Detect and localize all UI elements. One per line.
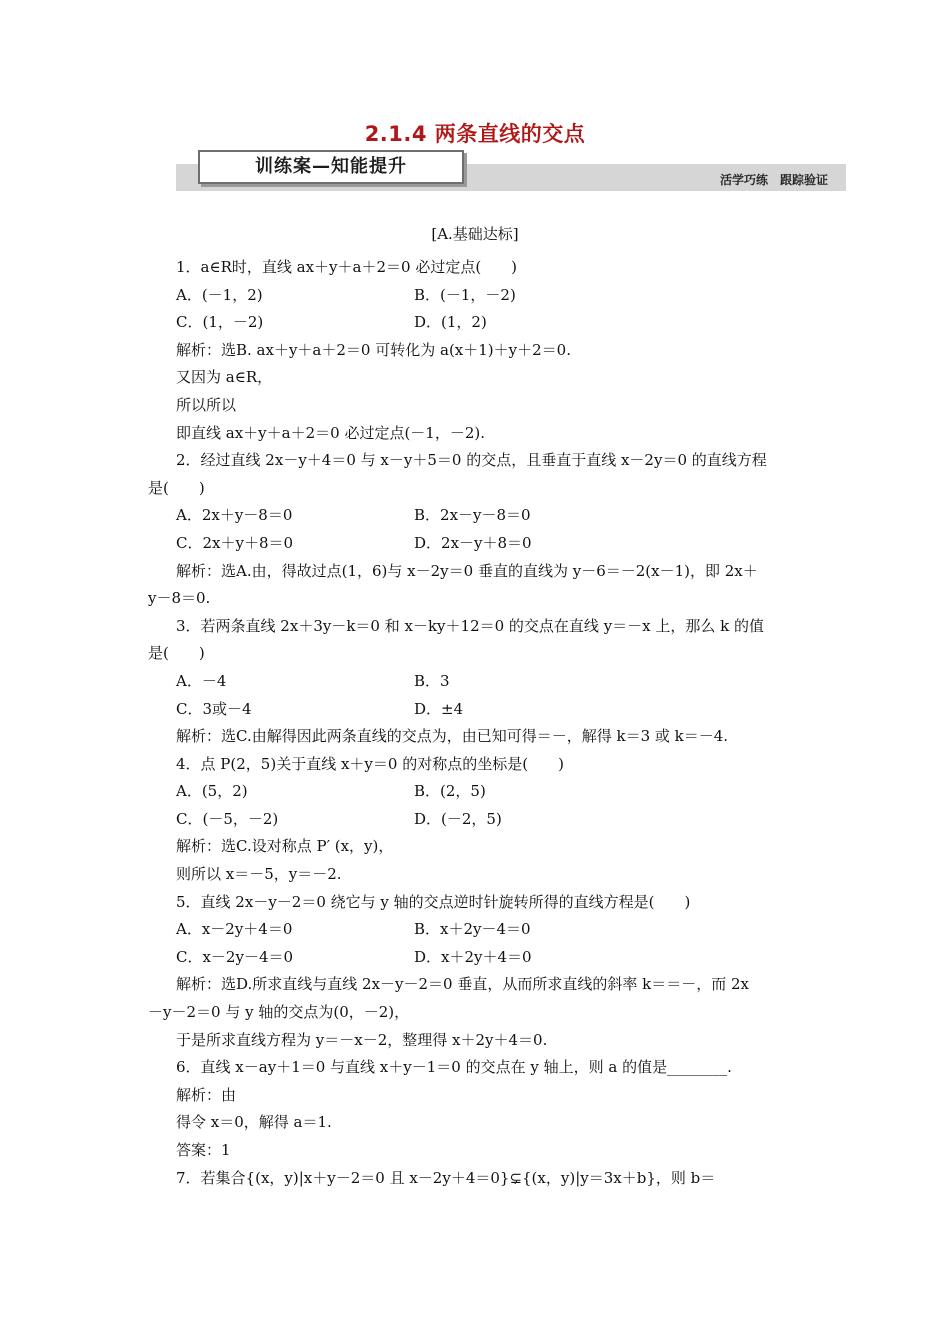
option-item: D．x＋2y＋4＝0 xyxy=(414,947,532,966)
option-row xyxy=(148,282,808,310)
option-row xyxy=(148,944,808,972)
exercise-content xyxy=(148,254,808,1192)
text-line: 则所以 x＝－5，y＝－2. xyxy=(176,865,342,884)
text-line: 得令 x＝0，解得 a＝1. xyxy=(176,1113,332,1132)
option-row xyxy=(148,916,808,944)
option-item: A．(5，2) xyxy=(176,782,248,801)
text-line: 6．直线 x－ay＋1＝0 与直线 x＋y－1＝0 的交点在 y 轴上，则 a 的值是________. xyxy=(176,1058,732,1077)
text-line: 答案：1 xyxy=(176,1141,231,1159)
option-row xyxy=(148,806,808,834)
option-row xyxy=(148,778,808,806)
page-title: 2.1.4 两条直线的交点 xyxy=(364,122,586,146)
text-line: 7．若集合{(x，y)|x＋y－2＝0 且 x－2y＋4＝0}⊊{(x，y)|y＝3x＋b}，则 b＝ xyxy=(176,1168,716,1187)
option-item: C．3或－4 xyxy=(176,699,252,718)
text-line: 解析：选A.由，得故过点(1，6)与 x－2y＝0 垂直的直线为 y－6＝－2(x－1)，即 2x＋ xyxy=(176,561,758,580)
text-line: 解析：选C.由解得因此两条直线的交点为，由已知可得＝－，解得 k＝3 或 k＝－4. xyxy=(176,727,729,746)
option-row xyxy=(148,668,808,696)
text-line: 于是所求直线方程为 y＝－x－2，整理得 x＋2y＋4＝0. xyxy=(176,1030,548,1049)
text-line: 即直线 ax＋y＋a＋2＝0 必过定点(－1，－2). xyxy=(176,423,486,442)
text-line: 是( ) xyxy=(148,644,205,663)
banner-label: 训练案—知能提升 xyxy=(198,150,464,184)
option-item: B．(－1，－2) xyxy=(414,285,516,304)
text-line: 是( ) xyxy=(148,478,205,497)
text-line: y－8＝0. xyxy=(148,589,211,608)
option-item: D．(－2，5) xyxy=(414,809,502,828)
option-item: B．3 xyxy=(414,671,450,690)
text-line: 所以所以 xyxy=(176,395,237,414)
text-line: 1．a∈R时，直线 ax＋y＋a＋2＝0 必过定点( ) xyxy=(176,258,518,276)
option-item: A．－4 xyxy=(176,671,227,690)
option-item: C．(1，－2) xyxy=(176,313,264,332)
text-line: 3．若两条直线 2x＋3y－k＝0 和 x－ky＋12＝0 的交点在直线 y＝－x 上，那么 k 的值 xyxy=(176,616,765,635)
option-item: A．x－2y＋4＝0 xyxy=(176,920,293,939)
option-item: B．2x－y－8＝0 xyxy=(414,506,531,525)
banner-tagline: 活学巧练 跟踪验证 xyxy=(719,173,828,187)
option-item: A．(－1，2) xyxy=(176,285,263,304)
option-row xyxy=(148,502,808,530)
text-line: 2．经过直线 2x－y＋4＝0 与 x－y＋5＝0 的交点，且垂直于直线 x－2y＝0 的直线方程 xyxy=(176,451,767,470)
option-item: B．(2，5) xyxy=(414,782,486,801)
option-item: C．x－2y－4＝0 xyxy=(176,947,294,966)
option-item: A．2x＋y－8＝0 xyxy=(176,506,293,525)
option-row xyxy=(148,696,808,724)
text-line: 4．点 P(2，5)关于直线 x＋y＝0 的对称点的坐标是( ) xyxy=(176,754,564,773)
option-row xyxy=(148,309,808,337)
option-item: D．±4 xyxy=(414,699,464,718)
option-item: C．(－5，－2) xyxy=(176,809,279,828)
section-heading: [A.基础达标] xyxy=(431,225,519,243)
text-line: 解析：由 xyxy=(176,1085,237,1104)
option-item: C．2x＋y＋8＝0 xyxy=(176,533,294,552)
option-item: D．2x－y＋8＝0 xyxy=(414,533,532,552)
option-item: D．(1，2) xyxy=(414,313,487,332)
text-line: 解析：选B. ax＋y＋a＋2＝0 可转化为 a(x＋1)＋y＋2＝0. xyxy=(176,340,571,359)
text-line: 5．直线 2x－y－2＝0 绕它与 y 轴的交点逆时针旋转所得的直线方程是( ) xyxy=(176,892,691,911)
text-line: 解析：选C.设对称点 P′ (x，y)， xyxy=(176,837,394,856)
text-line: －y－2＝0 与 y 轴的交点为(0，－2)， xyxy=(148,1003,410,1022)
option-item: B．x＋2y－4＝0 xyxy=(414,920,531,939)
text-line: 又因为 a∈R， xyxy=(176,368,273,387)
option-row xyxy=(148,530,808,558)
text-line: 解析：选D.所求直线与直线 2x－y－2＝0 垂直，从而所求直线的斜率 k＝＝－，而 2x xyxy=(176,975,749,994)
